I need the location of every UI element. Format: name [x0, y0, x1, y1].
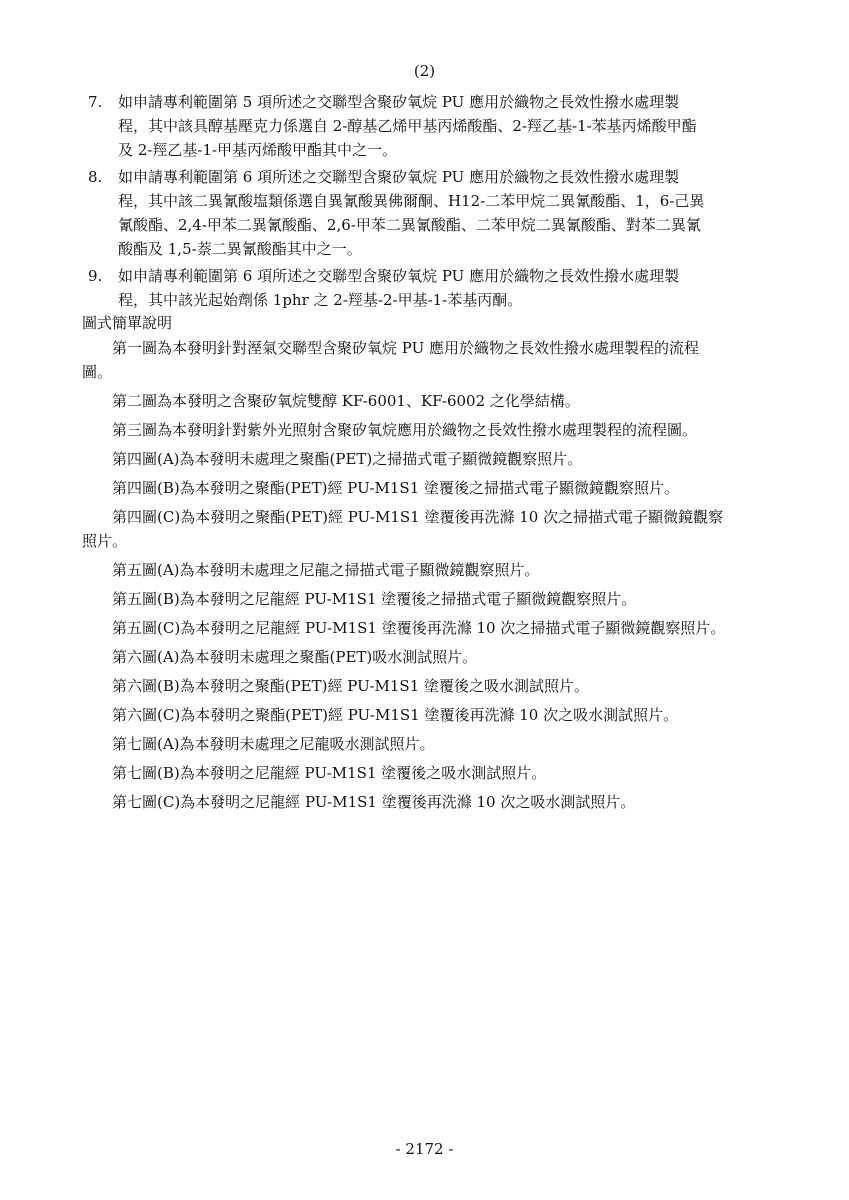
claim-line: 如申請專利範圍第 5 項所述之交聯型含聚矽氧烷 PU 應用於織物之長效性撥水處理製 [118, 93, 680, 111]
figure-line: 第三圖為本發明針對紫外光照射含聚矽氧烷應用於織物之長效性撥水處理製程的流程圖。 [112, 421, 698, 439]
figure-line: 第四圖(A)為本發明未處理之聚酯(PET)之掃描式電子顯微鏡觀察照片。 [112, 450, 583, 468]
claim-number: 8. [88, 168, 103, 186]
figure-line: 第六圖(B)為本發明之聚酯(PET)經 PU-M1S1 塗覆後之吸水測試照片。 [112, 677, 590, 695]
claim-text [118, 90, 774, 162]
claim-line: 及 2-羥乙基-1-甲基丙烯酸甲酯其中之一。 [118, 141, 398, 159]
figure-description [82, 645, 774, 669]
claim-item [84, 90, 774, 162]
figure-description [82, 447, 774, 471]
figure-description [82, 505, 774, 553]
figure-line: 第五圖(A)為本發明未處理之尼龍之掃描式電子顯微鏡觀察照片。 [112, 561, 540, 579]
figure-description [82, 587, 774, 611]
page-marker: (2) [413, 62, 436, 80]
claim-line: 酸酯及 1,5-萘二異氰酸酯其中之一。 [118, 240, 362, 258]
figure-description [82, 418, 774, 442]
figure-line: 第七圖(C)為本發明之尼龍經 PU-M1S1 塗覆後再洗滌 10 次之吸水測試照片。 [112, 793, 636, 811]
claim-line: 如申請專利範圍第 6 項所述之交聯型含聚矽氧烷 PU 應用於織物之長效性撥水處理製 [118, 267, 680, 285]
claim-item [84, 264, 774, 312]
claims-list [84, 90, 774, 315]
claim-line: 氰酸酯、2,4-甲苯二異氰酸酯、2,6-甲苯二異氰酸酯、二苯甲烷二異氰酸酯、對苯二異氰 [118, 216, 701, 234]
figure-description [82, 336, 774, 384]
claim-number: 7. [88, 93, 103, 111]
figure-line: 第四圖(B)為本發明之聚酯(PET)經 PU-M1S1 塗覆後之掃描式電子顯微鏡觀察照片。 [112, 479, 680, 497]
figure-description [82, 674, 774, 698]
claim-number: 9. [88, 267, 103, 285]
figure-description [82, 558, 774, 582]
figure-description [82, 476, 774, 500]
figure-line: 第一圖為本發明針對溼氣交聯型含聚矽氧烷 PU 應用於織物之長效性撥水處理製程的流程 [112, 339, 700, 357]
section-heading: 圖式簡單說明 [82, 314, 173, 332]
figure-line: 第六圖(A)為本發明未處理之聚酯(PET)吸水測試照片。 [112, 648, 478, 666]
figure-line: 第二圖為本發明之含聚矽氧烷雙醇 KF-6001、KF-6002 之化學結構。 [112, 392, 580, 410]
claim-line: 如申請專利範圍第 6 項所述之交聯型含聚矽氧烷 PU 應用於織物之長效性撥水處理製 [118, 168, 680, 186]
figure-description [82, 616, 774, 640]
claim-item [84, 165, 774, 261]
figure-description [82, 761, 774, 785]
claim-line: 程，其中該光起始劑係 1phr 之 2-羥基-2-甲基-1-苯基丙酮。 [118, 291, 523, 309]
figure-description [82, 703, 774, 727]
figure-line: 第四圖(C)為本發明之聚酯(PET)經 PU-M1S1 塗覆後再洗滌 10 次之掃描式電子顯微鏡觀察 [112, 508, 724, 526]
figure-line: 圖。 [82, 363, 113, 381]
figure-description [82, 732, 774, 756]
claim-text [118, 165, 774, 261]
figure-line: 第七圖(A)為本發明未處理之尼龍吸水測試照片。 [112, 735, 435, 753]
figure-line: 照片。 [82, 532, 128, 550]
claim-text [118, 264, 774, 312]
figure-line: 第五圖(C)為本發明之尼龍經 PU-M1S1 塗覆後再洗滌 10 次之掃描式電子顯微鏡觀察照片。 [112, 619, 726, 637]
figure-descriptions [82, 336, 774, 819]
figure-description [82, 790, 774, 814]
figure-line: 第六圖(C)為本發明之聚酯(PET)經 PU-M1S1 塗覆後再洗滌 10 次之吸水測試照片。 [112, 706, 679, 724]
claim-line: 程，其中該二異氰酸塩類係選自異氰酸異佛爾酮、H12-二苯甲烷二異氰酸酯、1，6-己異 [118, 192, 705, 210]
figure-line: 第七圖(B)為本發明之尼龍經 PU-M1S1 塗覆後之吸水測試照片。 [112, 764, 547, 782]
claim-line: 程，其中該具醇基壓克力係選自 2-醇基乙烯甲基丙烯酸酯、2-羥乙基-1-苯基丙烯酸甲酯 [118, 117, 697, 135]
figure-description [82, 389, 774, 413]
page-number: - 2172 - [395, 1140, 454, 1158]
figure-line: 第五圖(B)為本發明之尼龍經 PU-M1S1 塗覆後之掃描式電子顯微鏡觀察照片。 [112, 590, 637, 608]
